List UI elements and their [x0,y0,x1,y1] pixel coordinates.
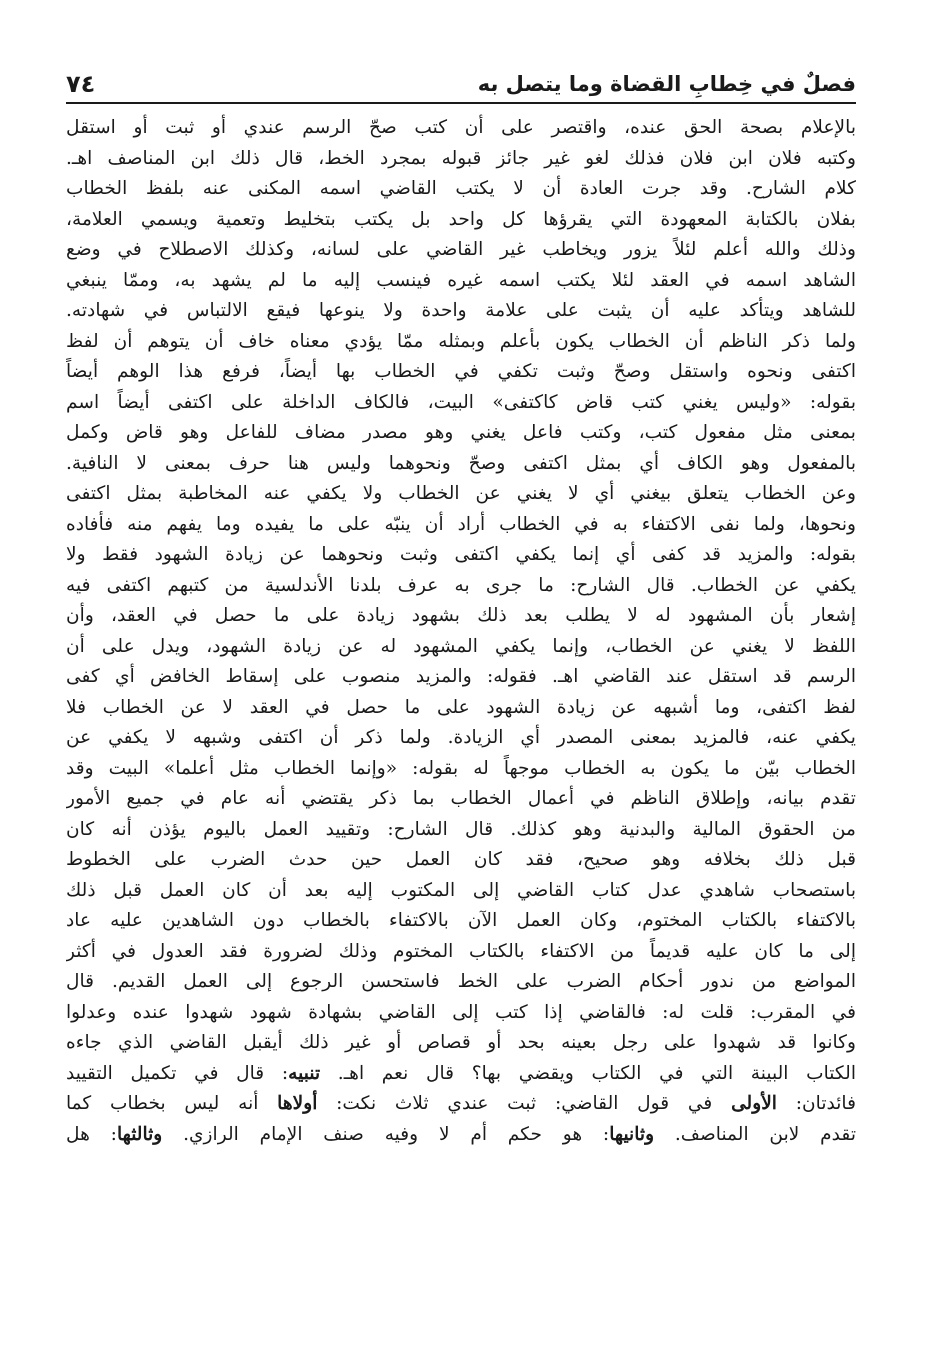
text-line: تقدم لابن المناصف. وثانيها: هو حكم أم لا وفيه صنف الإمام الرازي. وثالثها: هل [66,1123,856,1145]
text-line: يكفي عن الخطاب. قال الشارح: ما جرى به عرف بلدنا الأندلسية من كتبهم اكتفى فيه [66,574,856,596]
text-line: اكتفى ونحوه واستقل وصحّ وثبت تكفي في الخطاب بها أيضاً، فرفع هذا الوهم أيضاً [66,361,856,382]
text-line: بفلان بالكتابة المعهودة التي يقرؤها كل واحد بل يكتب بتخليط وتعمية ويسمي العلامة، [66,208,856,230]
running-title: فصلٌ في خِطابِ القضاة وما يتصل به [477,72,856,96]
text-line: المواضع من ندور أحكام الضرب على الخط فاستحسن الرجوع إلى العمل القديم. قال [66,971,856,992]
text-line: بقوله: والمزيد قد كفى أي إنما يكفي اكتفى وثبت ونحوهما عن زيادة الشهود فقط ولا [66,544,856,565]
text-line: بالمفعول وهو الكاف أي بمثل اكتفى وصحّ ونحوهما وليس هنا حرف بمعنى لا النافية. [66,452,856,474]
page-header [66,62,856,104]
text-line: ولما ذكر الناظم أن الخطاب يكون بأعلم وبمثله ممّا يؤدي معناه خاف أن يتوهم أن لفظ [66,330,856,352]
text-line: يكفي عنه، فالمزيد بمعنى المصدر أي الزيادة. ولما ذكر أن اكتفى وشبهه لا يكفي عن [66,727,856,748]
text-line: قبل ذلك بخلافه وهو صحيح، فقد كان العمل حين حدث الضرب على الخطوط [66,849,856,870]
text-line: باستصحاب شاهدي عدل كتاب القاضي إلى المكتوب إليه بعد أن كان العمل قبل ذلك [66,879,856,901]
text-line: إشعار بأن المشهود له لا يطلب بعد ذلك بشهود زيادة على ما حصل في العقد، وأن [66,605,856,626]
text-line: بقوله: «وليس يغني كتب قاض كاكتفى» البيت، فالكاف الداخلة على اكتفى أيضاً اسم [66,391,856,413]
text-line: من الحقوق المالية والبدنية وهو كذلك. قال الشارح: وتقييد العمل باليوم يؤذن أنه كان [66,818,856,840]
text-line: تقدم بيانه، وإطلاق الناظم في أعمال الخطاب بما ذكر يقتضي أنه عام في جميع الأمور [66,788,856,809]
text-line: الكتاب البينة التي في الكتاب ويقضي بها؟ قال نعم اهـ. تنبيه: قال في تكميل التقييد [66,1062,856,1084]
text-line: وكانوا قد شهدوا على رجل بعينه بحد أو قصاص أو غير ذلك أيقبل القاضي الذي جاءه [66,1032,856,1053]
text-line: ونحوها، ولما نفى الاكتفاء به في الخطاب أراد أن ينبّه على ما يفيده وما يفهم منه فأفاده [66,513,856,535]
text-line: فائدتان: الأولى في قول القاضي: ثبت عندي ثلاث نكت: أولاها أنه ليس بخطاب كما [66,1093,856,1114]
text-line: اللفظ لا يغني عن الخطاب، وإنما يكفي المشهود له عن زيادة الشهود، ويدل على أن [66,635,856,657]
text-line: إلى ما كان عليه قديماً من الاكتفاء بالكتاب المختوم وذلك لضرورة فقد العدول في أكثر [66,940,856,962]
body-text [66,113,856,1313]
text-line: بالاكتفاء بالكتاب المختوم، وكان العمل الآن بالاكتفاء بالخطاب دون الشاهدين عليه عاد [66,910,856,931]
text-line: الشاهد اسمه في العقد لئلا يكتب اسمه غيره فينسب إليه ما لم يشهد به، وممّا ينبغي [66,269,856,291]
text-line: في المقرب: قلت له: فالقاضي إذا كتب إلى القاضي بشهادة شهود شهدوا عنده وعدلوا [66,1001,856,1023]
text-line: للشاهد ويتأكد عليه أن يثبت على علامة واحدة ولا ينوعها فيقع الالتباس في شهادته. [66,300,856,321]
text-line: وذلك والله أعلم لئلاً يزور ويخاطب غير القاضي على لسانه، وكذلك الاصطلاح في وضع [66,239,856,260]
text-line: وكتبه فلان ابن فلان فذلك لغو غير جائز قبوله بمجرد الخط، قال ذلك ابن المناصف اهـ. [66,147,856,169]
text-line: بمعنى مثل مفعول كتب، وكتب فاعل يغني وهو مصدر مضاف للفاعل وهو قاض وكمل [66,422,856,443]
page-number: ٧٤ [66,70,96,98]
text-line: الرسم قد استقل عند القاضي اهـ. فقوله: والمزيد منصوب على إسقاط الخافض أي كفى [66,666,856,687]
text-line: الخطاب بيّن ما يكون به الخطاب موجهاً له بقوله: «وإنما الخطاب مثل أعلما» البيت وقد [66,757,856,779]
text-line: وعن الخطاب يتعلق بيغني أي لا يغني عن الخطاب ولا يكفي عنه المخاطبة بمثل اكتفى [66,483,856,504]
text-line: كلام الشارح. وقد جرت العادة أن لا يكتب القاضي اسمه المكنى عنه بلفظ الخطاب [66,178,856,199]
text-line: بالإعلام بصحة الحق عنده، واقتصر على أن كتب صحّ الرسم عندي أو ثبت أو استقل [66,117,856,138]
text-line: لفظ اكتفى، وما أشبهه عن زيادة الشهود على ما حصل في العقد لا عن الخطاب فلا [66,696,856,718]
